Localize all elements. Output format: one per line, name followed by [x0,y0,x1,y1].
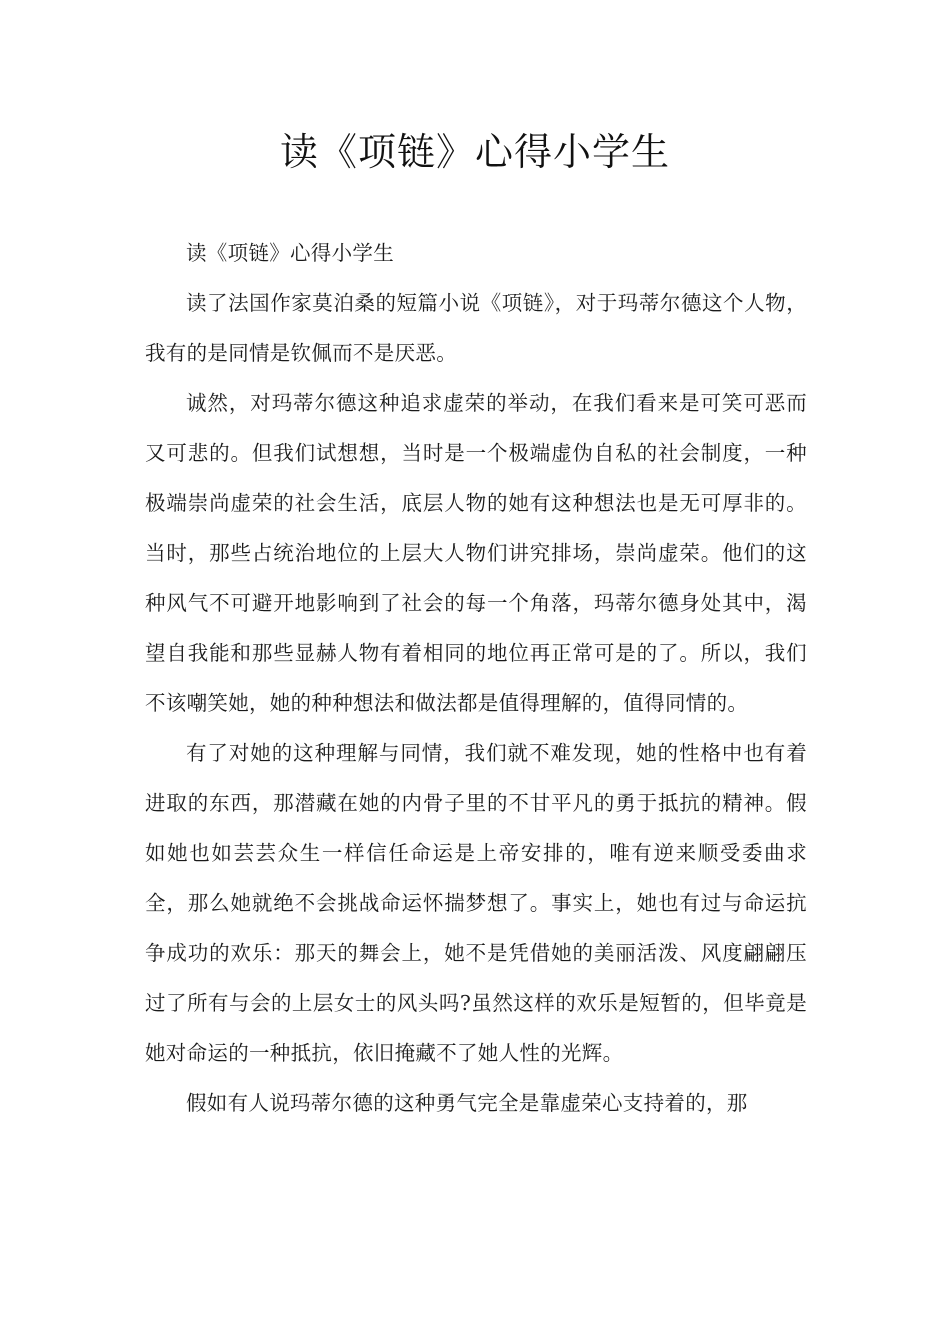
paragraph: 读了法国作家莫泊桑的短篇小说《项链》，对于玛蒂尔德这个人物，我有的是同情是钦佩而不是厌恶。 [145,291,807,365]
document-body [145,228,807,1128]
document-title: 读《项链》心得小学生 [279,130,670,174]
paragraph: 假如有人说玛蒂尔德的这种勇气完全是靠虚荣心支持着的，那 [186,1091,748,1115]
paragraph: 有了对她的这种理解与同情，我们就不难发现，她的性格中也有着进取的东西，那潜藏在她的内骨子里的不甘平凡的勇于抵抗的精神。假如她也如芸芸众生一样信任命运是上帝安排的，唯有逆来顺受委曲求全，那么她就绝不会挑战命运怀揣梦想了。事实上，她也有过与命运抗争成功的欢乐：那天的舞会上，她不是凭借她的美丽活泼、风度翩翩压过了所有与会的上层女士的风头吗?虽然这样的欢乐是短暂的，但毕竟是她对命运的一种抵抗，依旧掩藏不了她人性的光辉。 [145,741,807,1065]
paragraph-subtitle: 读《项链》心得小学生 [186,241,394,265]
paragraph: 诚然，对玛蒂尔德这种追求虚荣的举动，在我们看来是可笑可恶而又可悲的。但我们试想想，当时是一个极端虚伪自私的社会制度，一种极端崇尚虚荣的社会生活，底层人物的她有这种想法也是无可厚非的。当时，那些占统治地位的上层大人物们讲究排场，崇尚虚荣。他们的这种风气不可避开地影响到了社会的每一个角落，玛蒂尔德身处其中，渴望自我能和那些显赫人物有着相同的地位再正常可是的了。所以，我们不该嘲笑她，她的种种想法和做法都是值得理解的，值得同情的。 [145,391,807,715]
